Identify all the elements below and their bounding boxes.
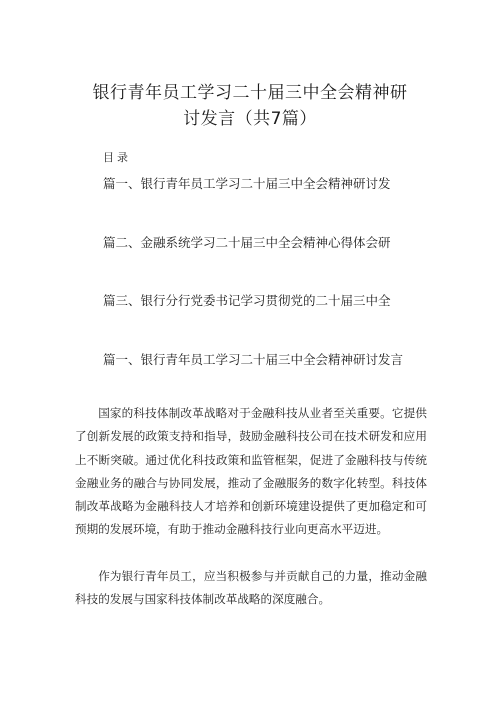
body-paragraph-1: 国家的科技体制改革战略对于金融科技从业者至关重要。它提供了创新发展的政策支持和指导，鼓励金融科技公司在技术研发和应用上不断突破。通过优化科技政策和监管框架，促进了金融科技与传统金融业务的融合与协同发展，推动了金融服务的数字化转型。科技体制改革战略为金融科技人才培养和创新环境建设提供了更加稳定和可预期的发展环境，有助于推动金融科技行业向更高水平迈进。	[75, 406, 427, 537]
toc-item-2[interactable]: 篇二、金融系统学习二十届三中全会精神心得体会研	[103, 235, 391, 250]
toc-item-1[interactable]: 篇一、银行青年员工学习二十届三中全会精神研讨发	[103, 176, 391, 191]
body-paragraph-2: 作为银行青年员工，应当积极参与并贡献自己的力量，推动金融科技的发展与国家科技体制改革战略的深度融合。	[75, 569, 427, 607]
section-heading: 篇一、银行青年员工学习二十届三中全会精神研讨发言	[103, 352, 404, 367]
document-title-line-1: 银行青年员工学习二十届三中全会精神研	[92, 83, 408, 103]
toc-item-3[interactable]: 篇三、银行分行党委书记学习贯彻党的二十届三中全	[103, 293, 391, 308]
toc-label: 目录	[103, 151, 131, 164]
document-title-line-2: 讨发言（共7篇）	[183, 109, 317, 129]
